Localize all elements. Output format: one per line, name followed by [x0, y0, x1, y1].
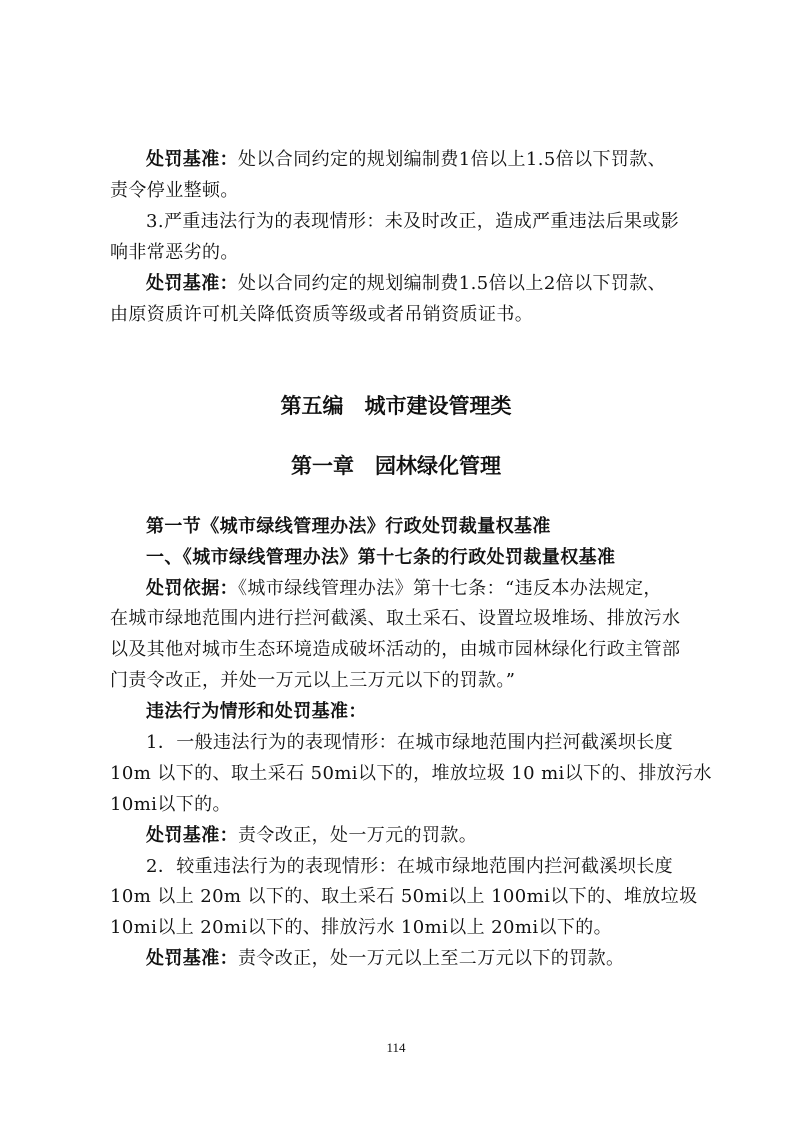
penalty-standard-text: 责令改正，处一万元的罚款。 — [238, 825, 478, 846]
paragraph-line: 10mi以下的。 — [110, 794, 231, 815]
paragraph-line: 以及其他对城市生态环境造成破坏活动的，由城市园林绿化行政主管部 — [110, 639, 681, 660]
violation-heading: 违法行为情形和处罚基准： — [146, 701, 367, 722]
paragraph-line — [146, 823, 690, 849]
penalty-standard-text: 处以合同约定的规划编制费1.5倍以上2倍以下罚款、 — [238, 273, 667, 294]
paragraph-line: 10m 以下的、取土采石 50mi以下的，堆放垃圾 10 mi以下的、排放污水 — [110, 763, 712, 784]
paragraph-line: 在城市绿地范围内进行拦河截溪、取土采石、设置垃圾堆场、排放污水 — [110, 608, 681, 629]
paragraph-line: 门责令改正，并处一万元以上三万元以下的罚款。” — [110, 670, 516, 691]
section-title: 第一节《城市绿线管理办法》行政处罚裁量权基准 — [146, 516, 551, 537]
page-number: 114 — [386, 1040, 406, 1055]
penalty-standard-text: 处以合同约定的规划编制费1倍以上1.5倍以下罚款、 — [238, 149, 667, 170]
paragraph-line: 2．较重违法行为的表现情形：在城市绿地范围内拦河截溪坝长度 — [146, 856, 674, 877]
paragraph-line: 责令停业整顿。 — [110, 180, 239, 201]
paragraph-line — [146, 147, 690, 173]
penalty-standard-label: 处罚基准： — [146, 825, 238, 846]
paragraph-line — [146, 946, 690, 972]
paragraph-line: 响非常恶劣的。 — [110, 242, 239, 263]
paragraph-line: 3.严重违法行为的表现情形：未及时改正，造成严重违法后果或影 — [146, 211, 680, 232]
penalty-standard-text: 责令改正，处一万元以上至二万元以下的罚款。 — [238, 948, 625, 969]
penalty-basis-text: 《城市绿线管理办法》第十七条：“违反本办法规定， — [238, 578, 662, 599]
paragraph-line: 1．一般违法行为的表现情形：在城市绿地范围内拦河截溪坝长度 — [146, 732, 674, 753]
penalty-standard-label: 处罚基准： — [146, 273, 238, 294]
paragraph-line: 由原资质许可机关降低资质等级或者吊销资质证书。 — [110, 304, 534, 325]
paragraph-line: 10m 以上 20m 以下的、取土采石 50mi以上 100mi以下的、堆放垃圾 — [110, 886, 698, 907]
subsection-title: 一、《城市绿线管理办法》第十七条的行政处罚裁量权基准 — [146, 547, 616, 568]
part-title: 第五编 城市建设管理类 — [280, 394, 512, 418]
penalty-basis-label: 处罚依据： — [146, 578, 238, 599]
penalty-standard-label: 处罚基准： — [146, 149, 238, 170]
paragraph-line: 10mi以上 20mi以下的、排放污水 10mi以上 20mi以下的。 — [110, 917, 613, 938]
penalty-standard-label: 处罚基准： — [146, 948, 238, 969]
paragraph-line — [146, 271, 690, 297]
paragraph-line — [146, 576, 690, 602]
chapter-title: 第一章 园林绿化管理 — [291, 454, 501, 478]
